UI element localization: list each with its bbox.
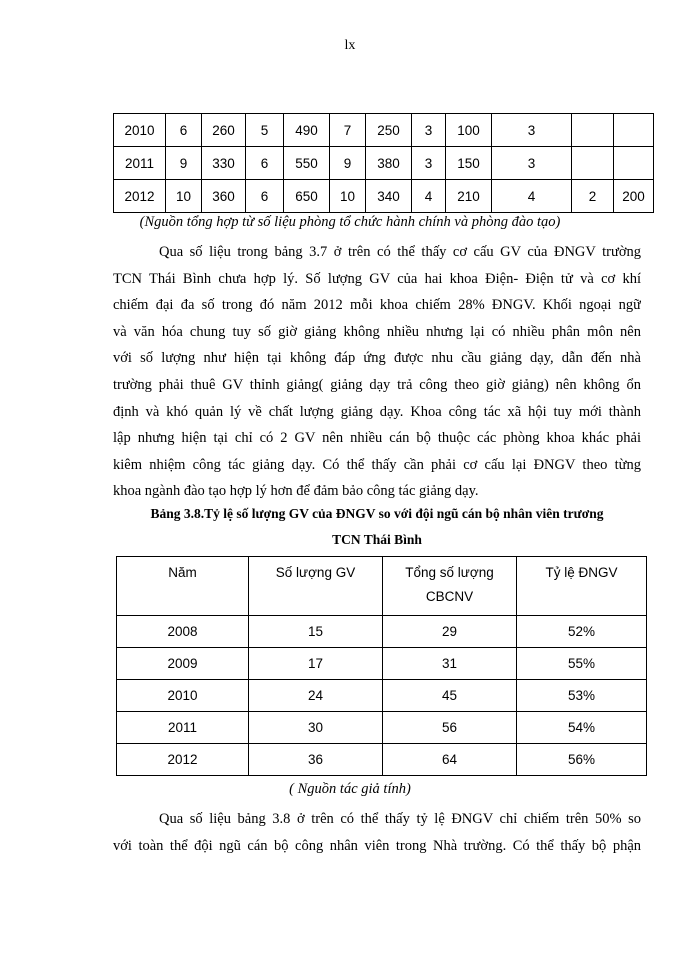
table-cell: 9 [330, 147, 366, 180]
table-cell: 250 [366, 114, 412, 147]
table-cell: 360 [202, 180, 246, 213]
paragraph-line: trường phải thuê GV thỉnh giảng( giảng dạy trả công theo giờ giảng) nên không ổn [113, 376, 641, 393]
cell-gv-count: 17 [249, 648, 383, 680]
table-row [114, 180, 654, 213]
cell-total-staff: 56 [383, 712, 517, 744]
header-year: Năm [117, 557, 249, 616]
cell-year: 2009 [117, 648, 249, 680]
table-cell: 10 [166, 180, 202, 213]
table-cell: 3 [492, 147, 572, 180]
table-cell: 2012 [114, 180, 166, 213]
table-caption [113, 501, 641, 553]
cell-gv-ratio: 53% [517, 680, 647, 712]
header-gv-ratio: Tỷ lệ ĐNGV [517, 557, 647, 616]
table-cell: 550 [284, 147, 330, 180]
cell-gv-count: 15 [249, 616, 383, 648]
paragraph-line: Qua số liệu bảng 3.8 ở trên có thể thấy tỷ lệ ĐNGV chỉ chiếm trên 50% so [159, 811, 641, 827]
table-cell: 200 [614, 180, 654, 213]
paragraph-analysis-3-7 [113, 239, 641, 505]
table-row [117, 616, 647, 648]
table-cell: 490 [284, 114, 330, 147]
page-number: lx [344, 38, 356, 53]
table-cell [614, 114, 654, 147]
cell-year: 2012 [117, 744, 249, 776]
cell-total-staff: 29 [383, 616, 517, 648]
table-cell: 3 [412, 147, 446, 180]
table-cell: 380 [366, 147, 412, 180]
table-cell: 2011 [114, 147, 166, 180]
table-cell: 4 [492, 180, 572, 213]
paragraph-line: chiếm đại đa số trong đó năm 2012 mỗi khoa chiếm 28% ĐNGV. Khối ngoại ngữ [113, 297, 641, 314]
cell-gv-ratio: 56% [517, 744, 647, 776]
table-row [117, 712, 647, 744]
table-cell: 330 [202, 147, 246, 180]
table-cell: 6 [246, 147, 284, 180]
table-cell: 2 [572, 180, 614, 213]
table-row [117, 648, 647, 680]
table-row [117, 744, 647, 776]
table-row [114, 147, 654, 180]
cell-gv-ratio: 52% [517, 616, 647, 648]
paragraph-line: với toàn thể đội ngũ cán bộ công nhân viên trong Nhà trường. Có thể thấy bộ phận [113, 837, 641, 854]
table-cell: 3 [492, 114, 572, 147]
paragraph-line: kiêm nhiệm công tác giảng dạy. Có thể thấy cần phải cơ cấu lại ĐNGV theo từng [113, 456, 641, 473]
header-total-staff-line-1: Tổng số lượng [405, 565, 494, 580]
table-cell: 210 [446, 180, 492, 213]
cell-gv-count: 36 [249, 744, 383, 776]
paragraph-analysis-3-8 [113, 806, 641, 859]
cell-year: 2010 [117, 680, 249, 712]
table-cell: 100 [446, 114, 492, 147]
table-cell: 340 [366, 180, 412, 213]
table-cell [572, 114, 614, 147]
table-cell: 5 [246, 114, 284, 147]
table-row [114, 114, 654, 147]
paragraph-line: định và khó quản lý về chất lượng giảng dạy. Khoa công tác xã hội tuy mới thành [113, 403, 641, 420]
header-gv-count: Số lượng GV [249, 557, 383, 616]
table-caption-line-2: TCN Thái Bình [332, 532, 422, 547]
header-total-staff-line-2: CBCNV [425, 589, 474, 604]
table-cell: 7 [330, 114, 366, 147]
table-cell: 150 [446, 147, 492, 180]
cell-gv-count: 24 [249, 680, 383, 712]
cell-gv-count: 30 [249, 712, 383, 744]
table-row [117, 680, 647, 712]
source-note-1: (Nguồn tổng hợp từ số liệu phòng tổ chức hành chính và phòng đào tạo) [139, 214, 561, 230]
paragraph-line: khoa ngành đào tạo hợp lý hơn để đảm bảo công tác giảng dạy. [113, 483, 479, 500]
table-caption-line-1: Bảng 3.8.Tỷ lệ số lượng GV của ĐNGV so với đội ngũ cán bộ nhân viên trương [150, 506, 604, 521]
cell-total-staff: 31 [383, 648, 517, 680]
cell-total-staff: 64 [383, 744, 517, 776]
cell-total-staff: 45 [383, 680, 517, 712]
cell-gv-ratio: 54% [517, 712, 647, 744]
data-table-continued [113, 113, 654, 213]
table-cell: 10 [330, 180, 366, 213]
table-cell: 650 [284, 180, 330, 213]
table-cell: 260 [202, 114, 246, 147]
paragraph-line: Qua số liệu trong bảng 3.7 ở trên có thể thấy cơ cấu GV của ĐNGV trường [159, 244, 641, 260]
paragraph-line: với số lượng như hiện tại không đáp ứng được nhu cầu giảng dạy, dẫn đến nhà [113, 350, 641, 367]
paragraph-line: lập nhưng hiện tại chỉ có 2 GV nên nhiều cán bộ thuộc các phòng khoa khác phải [113, 430, 641, 447]
table-header-row [117, 557, 647, 616]
table-cell: 3 [412, 114, 446, 147]
table-cell: 4 [412, 180, 446, 213]
table-cell [614, 147, 654, 180]
table-cell: 6 [166, 114, 202, 147]
cell-year: 2011 [117, 712, 249, 744]
table-cell: 2010 [114, 114, 166, 147]
cell-year: 2008 [117, 616, 249, 648]
source-note-2: ( Nguồn tác giả tính) [289, 781, 411, 797]
paragraph-line: và văn hóa chung tuy số giờ giảng không nhiều nhưng lại có nhiều phân môn nên [113, 323, 641, 340]
table-cell: 6 [246, 180, 284, 213]
header-total-staff [383, 557, 517, 616]
paragraph-line: TCN Thái Bình chưa hợp lý. Số lượng GV của hai khoa Điện- Điện tử và cơ khí [113, 270, 641, 287]
table-cell [572, 147, 614, 180]
cell-gv-ratio: 55% [517, 648, 647, 680]
table-cell: 9 [166, 147, 202, 180]
gv-ratio-table [116, 556, 647, 776]
